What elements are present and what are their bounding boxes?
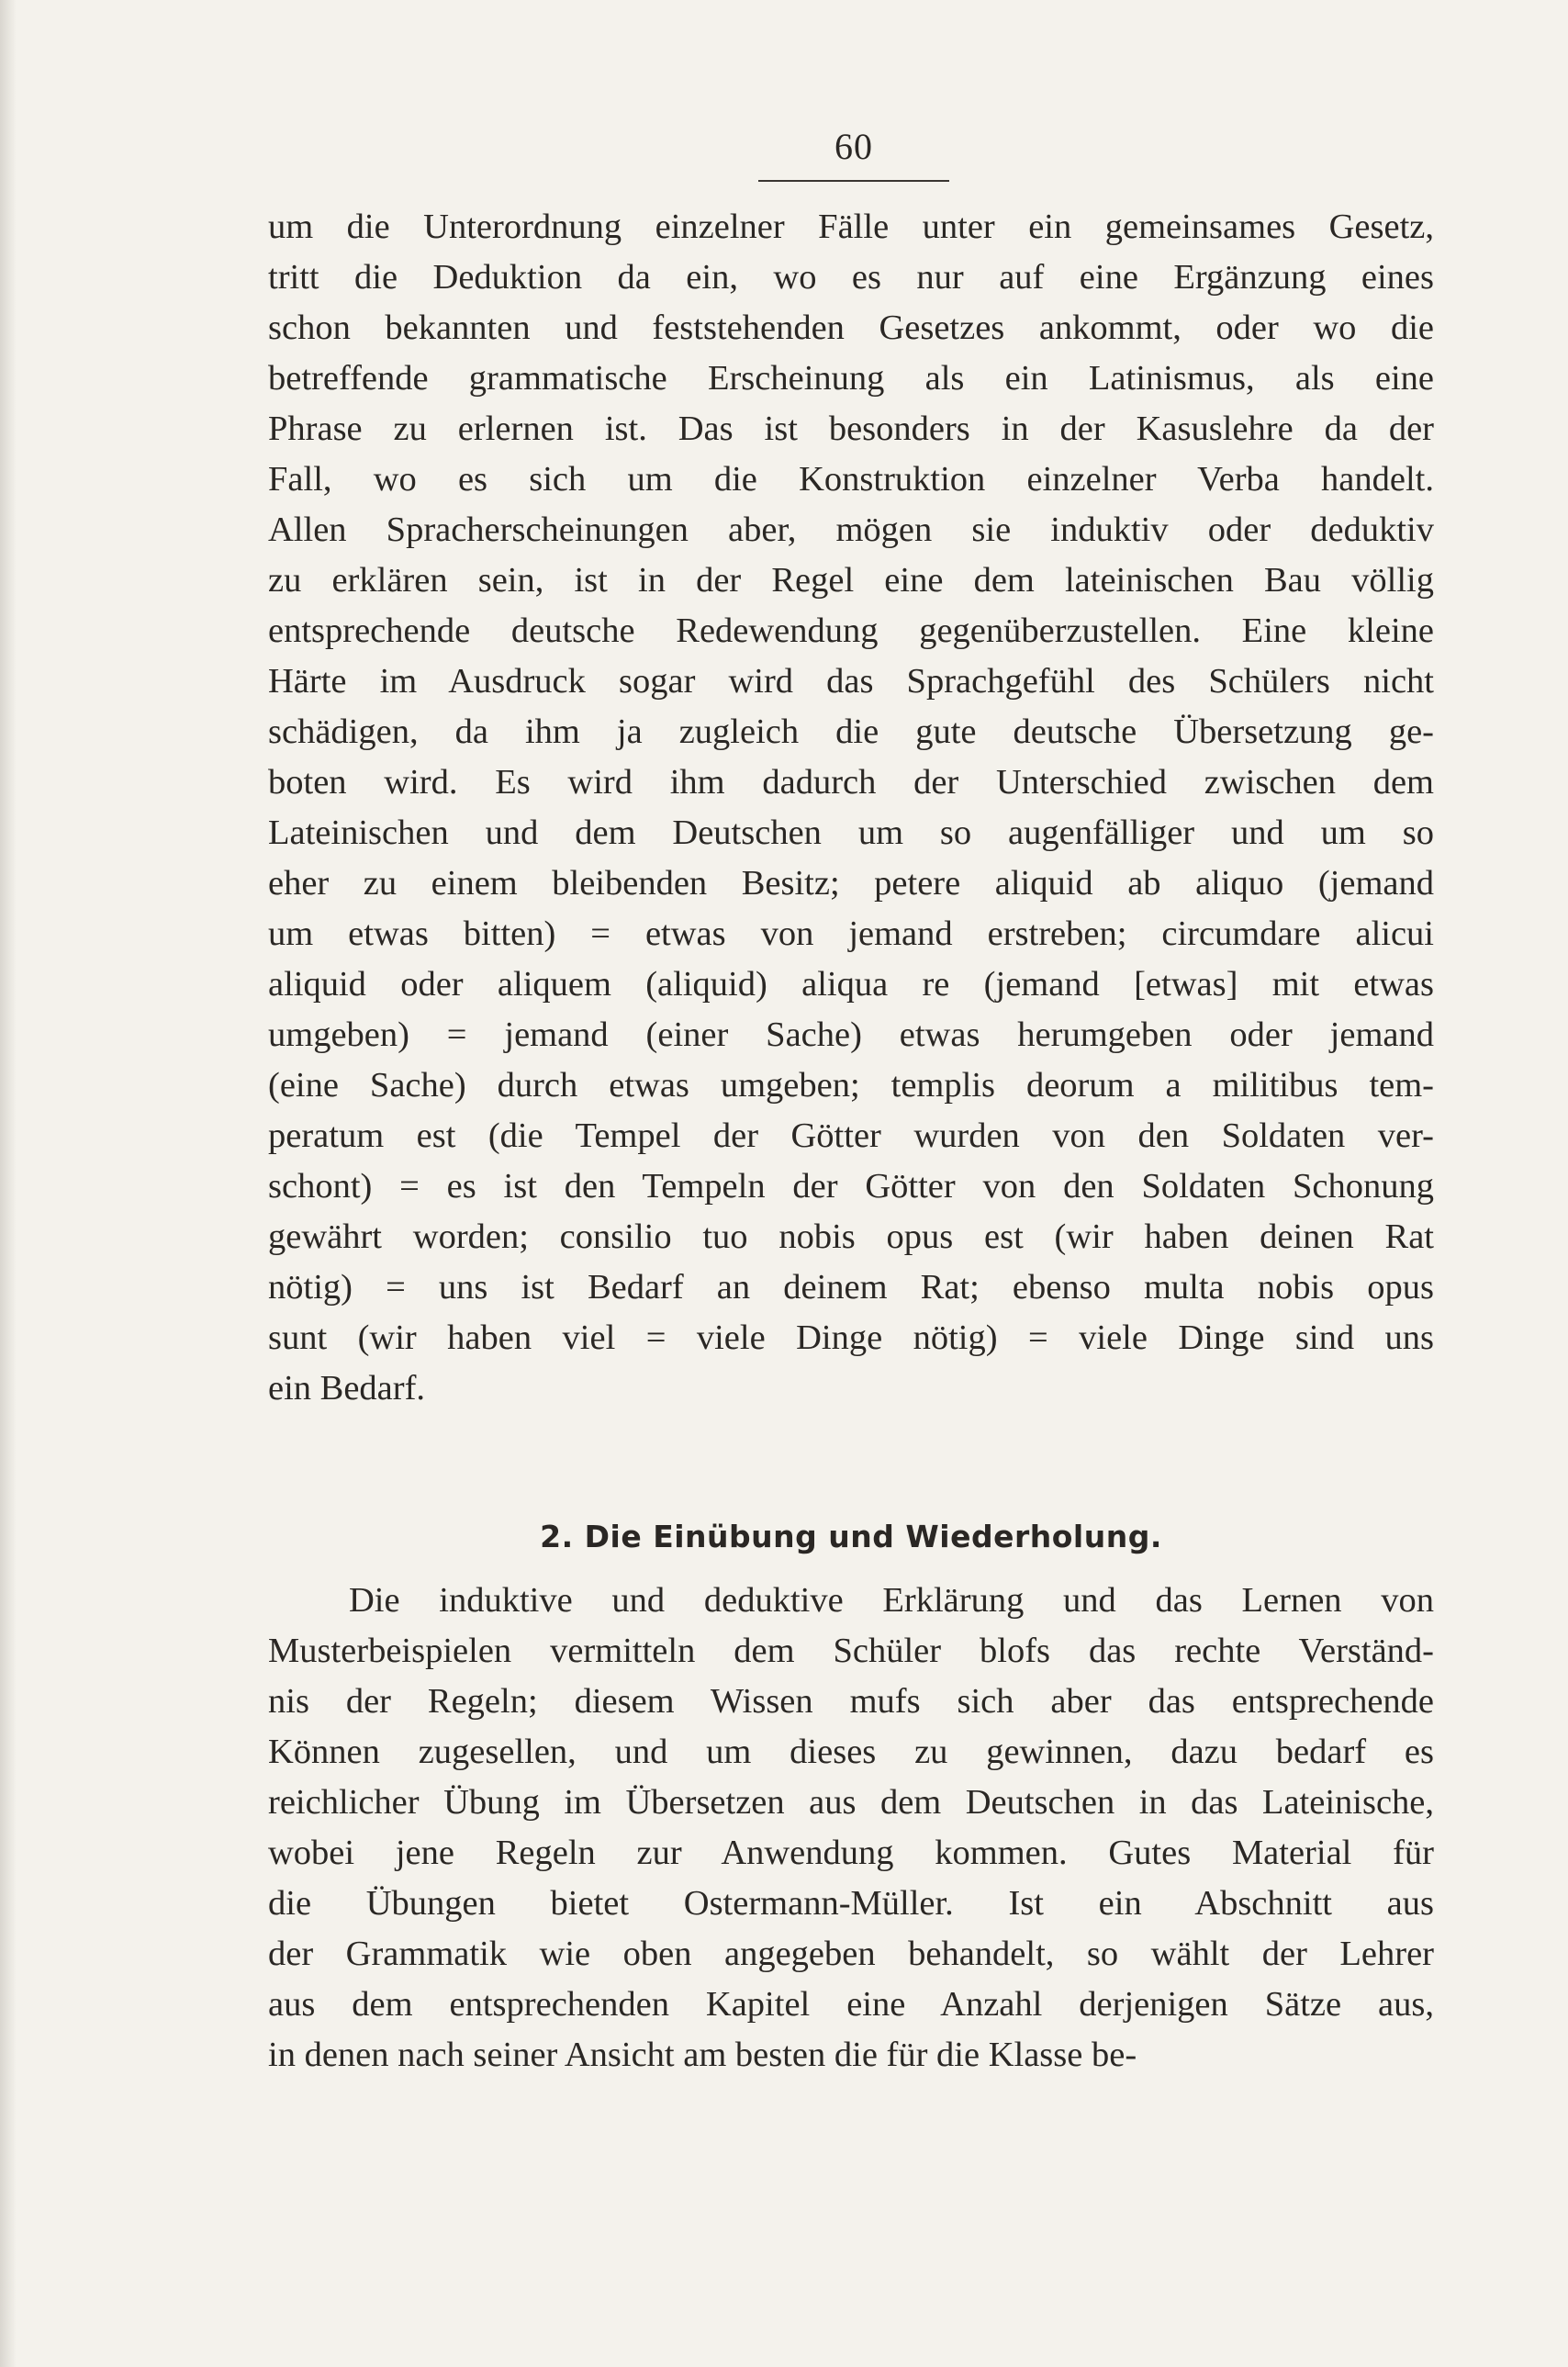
text-line: boten wird. Es wird ihm dadurch der Unterschied zwischen dem xyxy=(268,763,1434,802)
text-line: Allen Spracherscheinungen aber, mögen sie induktiv oder deduktiv xyxy=(268,510,1434,549)
text-line: umgeben) = jemand (einer Sache) etwas herumgeben oder jemand xyxy=(268,1015,1434,1054)
text-line: nis der Regeln; diesem Wissen mufs sich aber das entsprechende xyxy=(268,1682,1434,1721)
text-line: reichlicher Übung im Übersetzen aus dem Deutschen in das Lateinische, xyxy=(268,1783,1434,1822)
text-line: wobei jene Regeln zur Anwendung kommen. Gutes Material für xyxy=(268,1834,1434,1872)
text-line: gewährt worden; consilio tuo nobis opus est (wir haben deinen Rat xyxy=(268,1217,1434,1256)
paragraph-2 xyxy=(268,1576,1434,2081)
text-line: Härte im Ausdruck sogar wird das Sprachgefühl des Schülers nicht xyxy=(268,662,1434,701)
text-line: schon bekannten und feststehenden Gesetzes ankommt, oder wo die xyxy=(268,308,1434,347)
text-line: zu erklären sein, ist in der Regel eine dem lateinischen Bau völlig xyxy=(268,561,1434,600)
text-line: eher zu einem bleibenden Besitz; petere aliquid ab aliquo (jemand xyxy=(268,864,1434,903)
page-number: 60 xyxy=(834,126,873,167)
text-line: tritt die Deduktion da ein, wo es nur auf eine Ergänzung eines xyxy=(268,258,1434,297)
page-number-rule xyxy=(758,180,949,182)
section-heading: 2. Die Einübung und Wiederholung. xyxy=(540,1519,1162,1554)
text-line: ein Bedarf. xyxy=(268,1369,426,1408)
text-line: Die induktive und deduktive Erklärung und das Lernen von xyxy=(349,1581,1434,1620)
text-line: in denen nach seiner Ansicht am besten die für die Klasse be- xyxy=(268,2036,1137,2074)
page-edge-shadow xyxy=(0,0,17,2367)
text-line: aliquid oder aliquem (aliquid) aliqua re (jemand [etwas] mit etwas xyxy=(268,965,1434,1004)
text-line: Können zugesellen, und um dieses zu gewinnen, dazu bedarf es xyxy=(268,1733,1434,1771)
text-line: aus dem entsprechenden Kapitel eine Anzahl derjenigen Sätze aus, xyxy=(268,1985,1434,2024)
text-line: betreffende grammatische Erscheinung als ein Latinismus, als eine xyxy=(268,359,1434,398)
text-line: nötig) = uns ist Bedarf an deinem Rat; ebenso multa nobis opus xyxy=(268,1268,1434,1307)
text-line: sunt (wir haben viel = viele Dinge nötig) = viele Dinge sind uns xyxy=(268,1318,1434,1357)
text-line: (eine Sache) durch etwas umgeben; templis deorum a militibus tem- xyxy=(268,1066,1434,1105)
text-line: die Übungen bietet Ostermann-Müller. Ist ein Abschnitt aus xyxy=(268,1884,1434,1923)
text-line: Fall, wo es sich um die Konstruktion einzelner Verba handelt. xyxy=(268,460,1434,499)
text-line: schont) = es ist den Tempeln der Götter von den Soldaten Schonung xyxy=(268,1167,1434,1206)
text-line: entsprechende deutsche Redewendung gegenüberzustellen. Eine kleine xyxy=(268,611,1434,650)
text-line: der Grammatik wie oben angegeben behandelt, so wählt der Lehrer xyxy=(268,1935,1434,1973)
text-line: Musterbeispielen vermitteln dem Schüler blofs das rechte Verständ- xyxy=(268,1632,1434,1670)
paragraph-1 xyxy=(268,202,1434,1414)
text-line: schädigen, da ihm ja zugleich die gute deutsche Übersetzung ge- xyxy=(268,712,1434,751)
text-line: peratum est (die Tempel der Götter wurden von den Soldaten ver- xyxy=(268,1116,1434,1155)
text-line: Lateinischen und dem Deutschen um so augenfälliger und um so xyxy=(268,813,1434,852)
text-line: um die Unterordnung einzelner Fälle unter ein gemeinsames Gesetz, xyxy=(268,208,1434,246)
text-line: um etwas bitten) = etwas von jemand erstreben; circumdare alicui xyxy=(268,914,1434,953)
text-line: Phrase zu erlernen ist. Das ist besonders in der Kasuslehre da der xyxy=(268,409,1434,448)
